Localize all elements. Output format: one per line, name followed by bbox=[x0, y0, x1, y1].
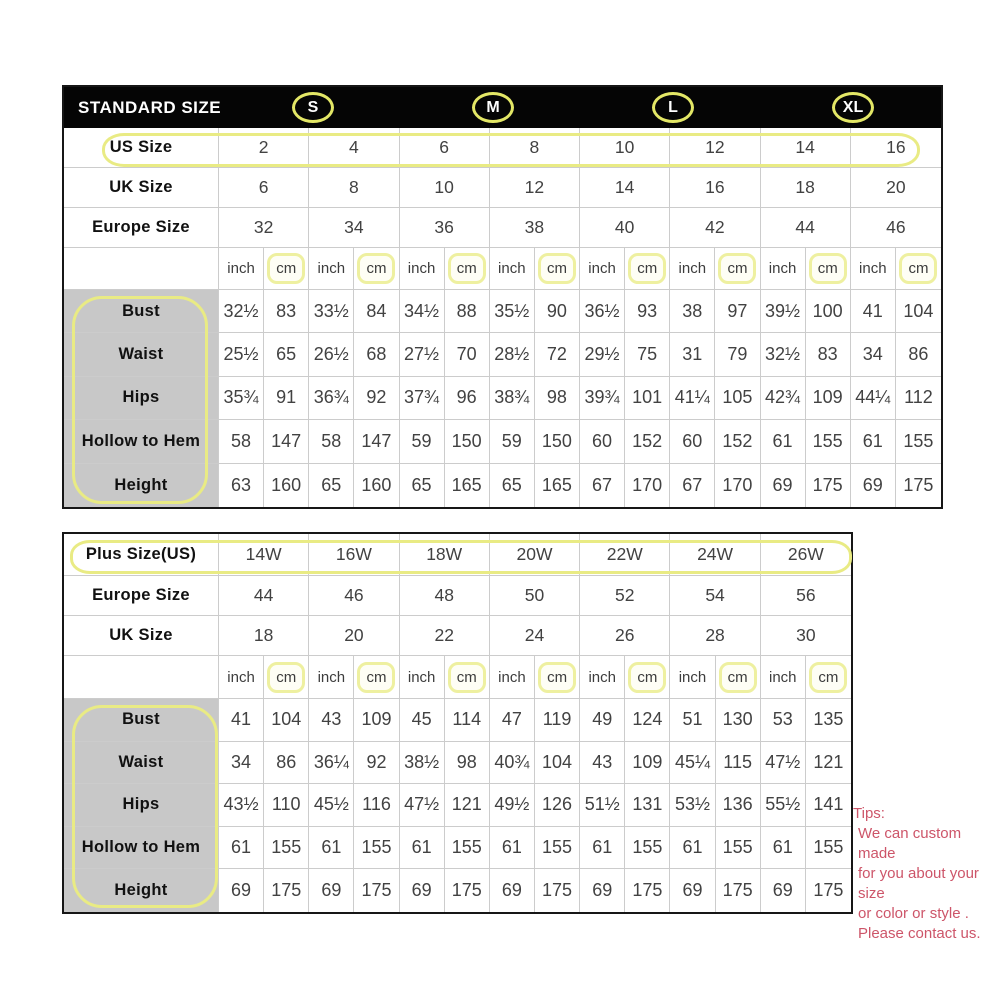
measure-inch-cell: 69 bbox=[309, 869, 354, 912]
measure-cm-cell: 155 bbox=[806, 420, 851, 462]
measure-cm-cell: 92 bbox=[354, 742, 399, 784]
measure-cm-cell: 175 bbox=[264, 869, 309, 912]
measure-inch-cell: 39¾ bbox=[580, 377, 625, 419]
tips-line: or color or style . bbox=[858, 905, 969, 922]
size-value-cell: 12 bbox=[490, 168, 580, 207]
cm-unit-cell bbox=[625, 656, 670, 698]
measure-inch-cell: 61 bbox=[400, 827, 445, 869]
measure-cm-cell: 155 bbox=[535, 827, 580, 869]
inch-unit-cell: inch bbox=[761, 248, 806, 289]
measure-inch-cell: 53½ bbox=[670, 784, 715, 826]
measure-inch-cell: 41 bbox=[219, 699, 264, 741]
size-value-cell: 26 bbox=[580, 616, 670, 655]
cm-highlight-badge: cm bbox=[628, 662, 666, 693]
measure-cm-cell: 109 bbox=[354, 699, 399, 741]
size-value-cell: 16 bbox=[886, 137, 906, 157]
empty-corner-cell bbox=[64, 656, 219, 698]
measure-cm-cell: 104 bbox=[903, 300, 934, 321]
measure-inch-cell: 27½ bbox=[400, 333, 445, 375]
measure-cm-cell: 175 bbox=[354, 869, 399, 912]
measure-cm-cell: 119 bbox=[535, 699, 580, 741]
size-value-cell: 14 bbox=[761, 128, 851, 167]
measure-inch-cell: 59 bbox=[490, 420, 535, 462]
measure-cm-cell: 93 bbox=[625, 290, 670, 332]
row-label-cell: US Size bbox=[64, 128, 219, 167]
cm-highlight-badge: cm bbox=[809, 662, 847, 693]
measure-cm-cell: 147 bbox=[354, 420, 399, 462]
table-row bbox=[64, 464, 941, 507]
table-row bbox=[64, 869, 851, 912]
table-row bbox=[64, 534, 851, 576]
cm-unit-cell bbox=[354, 656, 399, 698]
size-value-cell: 38 bbox=[490, 208, 580, 247]
measure-inch-cell: 26½ bbox=[309, 333, 354, 375]
measure-cm-cell: 150 bbox=[445, 420, 490, 462]
table-row bbox=[64, 377, 941, 420]
measure-cm-cell: 91 bbox=[264, 377, 309, 419]
table-row bbox=[64, 290, 941, 333]
size-group-badge-s: S bbox=[292, 92, 334, 123]
size-group-badge-xl: XL bbox=[832, 92, 874, 123]
size-value-cell: 46 bbox=[886, 217, 906, 237]
measure-cm-cell: 96 bbox=[445, 377, 490, 419]
size-value-cell: 4 bbox=[309, 128, 399, 167]
measure-inch-cell: 69 bbox=[400, 869, 445, 912]
size-value-cell: 36 bbox=[400, 208, 490, 247]
measure-cm-cell: 98 bbox=[535, 377, 580, 419]
row-label-cell: UK Size bbox=[64, 168, 219, 207]
measure-inch-cell: 32½ bbox=[761, 333, 806, 375]
measure-inch-cell: 36¾ bbox=[309, 377, 354, 419]
size-value-cell: 14 bbox=[580, 168, 670, 207]
size-group-badge-m: M bbox=[472, 92, 514, 123]
size-value-cell: 6 bbox=[400, 128, 490, 167]
measure-inch-cell: 45 bbox=[400, 699, 445, 741]
inch-unit-cell: inch bbox=[309, 656, 354, 698]
size-value-cell: 52 bbox=[580, 576, 670, 615]
inch-unit-cell: inch bbox=[400, 656, 445, 698]
measure-inch-cell: 61 bbox=[490, 827, 535, 869]
row-label-cell: Europe Size bbox=[64, 208, 219, 247]
cm-highlight-badge: cm bbox=[719, 662, 757, 693]
size-value-cell: 8 bbox=[309, 168, 399, 207]
measure-cm-cell: 147 bbox=[264, 420, 309, 462]
tips-note bbox=[853, 804, 998, 944]
cm-unit-cell bbox=[625, 248, 670, 289]
size-value-cell: 12 bbox=[670, 128, 760, 167]
size-value-cell: 44 bbox=[219, 576, 309, 615]
measure-cm-cell: 86 bbox=[908, 344, 929, 365]
measure-cm-cell: 121 bbox=[813, 751, 844, 772]
measure-cm-cell: 83 bbox=[264, 290, 309, 332]
measure-cm-cell: 104 bbox=[264, 699, 309, 741]
measure-inch-cell: 36½ bbox=[580, 290, 625, 332]
unit-row bbox=[64, 656, 851, 699]
measure-cm-cell: 175 bbox=[535, 869, 580, 912]
size-value-cell: 20 bbox=[886, 177, 906, 197]
measure-inch-cell: 61 bbox=[761, 420, 806, 462]
measure-cm-cell: 86 bbox=[264, 742, 309, 784]
measure-inch-cell: 51 bbox=[670, 699, 715, 741]
measure-cm-cell: 152 bbox=[625, 420, 670, 462]
measure-cm-cell: 130 bbox=[716, 699, 761, 741]
measure-inch-cell: 49 bbox=[580, 699, 625, 741]
measure-cm-cell: 98 bbox=[445, 742, 490, 784]
size-value-cell: 16W bbox=[309, 534, 399, 575]
measure-inch-cell: 41 bbox=[851, 290, 896, 332]
measure-inch-cell: 34 bbox=[219, 742, 264, 784]
size-value-cell: 20W bbox=[490, 534, 580, 575]
measure-cm-cell: 165 bbox=[445, 464, 490, 507]
measure-inch-cell: 35½ bbox=[490, 290, 535, 332]
cm-unit-cell bbox=[806, 656, 851, 698]
measure-cm-cell: 104 bbox=[535, 742, 580, 784]
inch-unit-cell: inch bbox=[761, 656, 806, 698]
measure-cm-cell: 155 bbox=[903, 430, 934, 451]
measure-cm-cell: 170 bbox=[715, 464, 760, 507]
measure-inch-cell: 65 bbox=[400, 464, 445, 507]
measure-inch-cell: 43½ bbox=[219, 784, 264, 826]
measure-cm-cell: 109 bbox=[806, 377, 851, 419]
inch-unit-cell: inch bbox=[580, 248, 625, 289]
inch-unit-cell: inch bbox=[219, 656, 264, 698]
table-row bbox=[64, 616, 851, 656]
measure-inch-cell: 31 bbox=[670, 333, 715, 375]
measure-inch-cell: 67 bbox=[670, 464, 715, 507]
measure-cm-cell: 70 bbox=[445, 333, 490, 375]
measure-inch-cell: 47½ bbox=[400, 784, 445, 826]
measure-inch-cell: 58 bbox=[309, 420, 354, 462]
measure-inch-cell: 63 bbox=[219, 464, 264, 507]
measure-inch-cell: 44¼ bbox=[851, 377, 896, 419]
size-value-cell: 30 bbox=[796, 625, 816, 645]
cm-highlight-badge: cm bbox=[538, 662, 576, 693]
measure-cm-cell: 160 bbox=[354, 464, 399, 507]
measure-cm-cell: 150 bbox=[535, 420, 580, 462]
cm-highlight-badge: cm bbox=[267, 253, 305, 284]
measure-inch-cell: 43 bbox=[309, 699, 354, 741]
measure-cm-cell: 155 bbox=[813, 837, 844, 858]
measure-cm-cell: 79 bbox=[715, 333, 760, 375]
measure-inch-cell: 35¾ bbox=[219, 377, 264, 419]
measure-cm-cell: 121 bbox=[445, 784, 490, 826]
size-value-cell: 44 bbox=[761, 208, 851, 247]
row-label-cell: Hips bbox=[64, 377, 219, 419]
cm-unit-cell bbox=[715, 248, 760, 289]
measure-inch-cell: 39½ bbox=[761, 290, 806, 332]
measure-cm-cell: 75 bbox=[625, 333, 670, 375]
size-value-cell: 24 bbox=[490, 616, 580, 655]
table-row bbox=[64, 208, 941, 248]
row-label-cell: Hips bbox=[64, 784, 219, 826]
measure-cm-cell: 65 bbox=[264, 333, 309, 375]
measure-cm-cell: 170 bbox=[625, 464, 670, 507]
row-label-cell: Waist bbox=[64, 742, 219, 784]
cm-highlight-badge: cm bbox=[809, 253, 847, 284]
measure-cm-cell: 92 bbox=[354, 377, 399, 419]
plus-table-rows bbox=[64, 534, 851, 912]
measure-inch-cell: 69 bbox=[490, 869, 535, 912]
measure-cm-cell: 116 bbox=[354, 784, 399, 826]
cm-unit-cell bbox=[354, 248, 399, 289]
measure-cm-cell: 155 bbox=[716, 827, 761, 869]
size-value-cell: 18 bbox=[219, 616, 309, 655]
cm-unit-cell bbox=[716, 656, 761, 698]
cm-unit-cell bbox=[535, 656, 580, 698]
cm-unit-cell bbox=[445, 248, 490, 289]
standard-size-title: STANDARD SIZE bbox=[78, 97, 222, 117]
cm-highlight-badge: cm bbox=[448, 253, 486, 284]
table-row bbox=[64, 333, 941, 376]
measure-cm-cell: 124 bbox=[625, 699, 670, 741]
cm-unit-cell bbox=[896, 248, 941, 289]
measure-cm-cell: 115 bbox=[716, 742, 761, 784]
measure-cm-cell: 110 bbox=[264, 784, 309, 826]
measure-cm-cell: 160 bbox=[264, 464, 309, 507]
size-value-cell: 8 bbox=[490, 128, 580, 167]
measure-cm-cell: 126 bbox=[535, 784, 580, 826]
measure-inch-cell: 47½ bbox=[761, 742, 806, 784]
row-label-cell: Height bbox=[64, 869, 219, 912]
measure-inch-cell: 65 bbox=[490, 464, 535, 507]
measure-inch-cell: 69 bbox=[219, 869, 264, 912]
inch-unit-cell: inch bbox=[580, 656, 625, 698]
measure-inch-cell: 60 bbox=[670, 420, 715, 462]
cm-highlight-badge: cm bbox=[899, 253, 937, 284]
inch-unit-cell: inch bbox=[309, 248, 354, 289]
measure-inch-cell: 37¾ bbox=[400, 377, 445, 419]
cm-unit-cell bbox=[535, 248, 580, 289]
size-value-cell: 22 bbox=[400, 616, 490, 655]
measure-inch-cell: 43 bbox=[580, 742, 625, 784]
measure-cm-cell: 109 bbox=[625, 742, 670, 784]
measure-inch-cell: 69 bbox=[761, 464, 806, 507]
measure-inch-cell: 49½ bbox=[490, 784, 535, 826]
cm-highlight-badge: cm bbox=[357, 253, 395, 284]
table-row bbox=[64, 827, 851, 870]
unit-row bbox=[64, 248, 941, 290]
size-value-cell: 28 bbox=[670, 616, 760, 655]
measure-inch-cell: 29½ bbox=[580, 333, 625, 375]
measure-cm-cell: 175 bbox=[625, 869, 670, 912]
tips-line: for you about your size bbox=[858, 865, 979, 902]
size-value-cell: 2 bbox=[219, 128, 309, 167]
measure-inch-cell: 51½ bbox=[580, 784, 625, 826]
row-label-cell: Height bbox=[64, 464, 219, 507]
row-label-cell: Hollow to Hem bbox=[64, 420, 219, 462]
inch-unit-cell: inch bbox=[670, 656, 715, 698]
measure-inch-cell: 32½ bbox=[219, 290, 264, 332]
standard-size-table bbox=[62, 85, 943, 509]
measure-inch-cell: 41¼ bbox=[670, 377, 715, 419]
measure-cm-cell: 84 bbox=[354, 290, 399, 332]
measure-inch-cell: 38 bbox=[670, 290, 715, 332]
measure-cm-cell: 175 bbox=[716, 869, 761, 912]
table-row bbox=[64, 784, 851, 827]
measure-inch-cell: 33½ bbox=[309, 290, 354, 332]
measure-inch-cell: 42¾ bbox=[761, 377, 806, 419]
cm-highlight-badge: cm bbox=[357, 662, 395, 693]
size-value-cell: 50 bbox=[490, 576, 580, 615]
measure-inch-cell: 34½ bbox=[400, 290, 445, 332]
measure-inch-cell: 58 bbox=[219, 420, 264, 462]
measure-inch-cell: 67 bbox=[580, 464, 625, 507]
size-group-badge-l: L bbox=[652, 92, 694, 123]
cm-unit-cell bbox=[445, 656, 490, 698]
table-row bbox=[64, 699, 851, 742]
measure-inch-cell: 53 bbox=[761, 699, 806, 741]
size-value-cell: 54 bbox=[670, 576, 760, 615]
table-row bbox=[64, 168, 941, 208]
measure-cm-cell: 97 bbox=[715, 290, 760, 332]
size-value-cell: 56 bbox=[796, 585, 816, 605]
row-label-cell: Plus Size(US) bbox=[64, 534, 219, 575]
measure-inch-cell: 69 bbox=[761, 869, 806, 912]
measure-cm-cell: 152 bbox=[715, 420, 760, 462]
measure-cm-cell: 141 bbox=[813, 794, 844, 815]
cm-unit-cell bbox=[264, 656, 309, 698]
size-value-cell: 14W bbox=[219, 534, 309, 575]
cm-highlight-badge: cm bbox=[448, 662, 486, 693]
measure-inch-cell: 28½ bbox=[490, 333, 535, 375]
size-value-cell: 24W bbox=[670, 534, 760, 575]
inch-unit-cell: inch bbox=[851, 248, 896, 289]
measure-inch-cell: 61 bbox=[309, 827, 354, 869]
row-label-cell: Hollow to Hem bbox=[64, 827, 219, 869]
size-value-cell: 18 bbox=[761, 168, 851, 207]
table-row bbox=[64, 128, 941, 168]
measure-inch-cell: 38½ bbox=[400, 742, 445, 784]
size-value-cell: 20 bbox=[309, 616, 399, 655]
measure-cm-cell: 131 bbox=[625, 784, 670, 826]
measure-cm-cell: 175 bbox=[806, 464, 851, 507]
size-value-cell: 10 bbox=[400, 168, 490, 207]
size-value-cell: 32 bbox=[219, 208, 309, 247]
cm-unit-cell bbox=[264, 248, 309, 289]
cm-highlight-badge: cm bbox=[538, 253, 576, 284]
inch-unit-cell: inch bbox=[400, 248, 445, 289]
table-row bbox=[64, 742, 851, 785]
cm-unit-cell bbox=[806, 248, 851, 289]
row-label-cell: Bust bbox=[64, 290, 219, 332]
measure-inch-cell: 61 bbox=[219, 827, 264, 869]
measure-cm-cell: 112 bbox=[904, 387, 933, 408]
size-value-cell: 42 bbox=[670, 208, 760, 247]
measure-cm-cell: 101 bbox=[625, 377, 670, 419]
table-row bbox=[64, 576, 851, 616]
measure-inch-cell: 61 bbox=[761, 827, 806, 869]
inch-unit-cell: inch bbox=[490, 248, 535, 289]
measure-cm-cell: 175 bbox=[445, 869, 490, 912]
measure-cm-cell: 90 bbox=[535, 290, 580, 332]
measure-cm-cell: 165 bbox=[535, 464, 580, 507]
measure-cm-cell: 155 bbox=[354, 827, 399, 869]
measure-cm-cell: 175 bbox=[903, 474, 934, 495]
measure-cm-cell: 155 bbox=[445, 827, 490, 869]
measure-cm-cell: 88 bbox=[445, 290, 490, 332]
tips-line: We can custom made bbox=[858, 825, 962, 862]
measure-inch-cell: 38¾ bbox=[490, 377, 535, 419]
measure-cm-cell: 155 bbox=[264, 827, 309, 869]
cm-highlight-badge: cm bbox=[628, 253, 666, 284]
measure-inch-cell: 69 bbox=[851, 464, 896, 507]
inch-unit-cell: inch bbox=[670, 248, 715, 289]
measure-inch-cell: 69 bbox=[670, 869, 715, 912]
inch-unit-cell: inch bbox=[490, 656, 535, 698]
empty-corner-cell bbox=[64, 248, 219, 289]
measure-inch-cell: 65 bbox=[309, 464, 354, 507]
measure-inch-cell: 36¼ bbox=[309, 742, 354, 784]
measure-cm-cell: 175 bbox=[813, 880, 844, 901]
tips-title: Tips: bbox=[853, 805, 885, 822]
size-value-cell: 34 bbox=[309, 208, 399, 247]
measure-inch-cell: 60 bbox=[580, 420, 625, 462]
measure-cm-cell: 105 bbox=[715, 377, 760, 419]
measure-inch-cell: 25½ bbox=[219, 333, 264, 375]
table-row bbox=[64, 420, 941, 463]
size-value-cell: 46 bbox=[309, 576, 399, 615]
size-value-cell: 18W bbox=[400, 534, 490, 575]
measure-inch-cell: 40¾ bbox=[490, 742, 535, 784]
row-label-cell: UK Size bbox=[64, 616, 219, 655]
inch-unit-cell: inch bbox=[219, 248, 264, 289]
plus-size-table bbox=[62, 532, 853, 914]
row-label-cell: Bust bbox=[64, 699, 219, 741]
measure-cm-cell: 155 bbox=[625, 827, 670, 869]
measure-cm-cell: 135 bbox=[813, 709, 844, 730]
size-value-cell: 48 bbox=[400, 576, 490, 615]
measure-cm-cell: 114 bbox=[445, 699, 490, 741]
measure-inch-cell: 59 bbox=[400, 420, 445, 462]
size-value-cell: 22W bbox=[580, 534, 670, 575]
size-value-cell: 10 bbox=[580, 128, 670, 167]
row-label-cell: Waist bbox=[64, 333, 219, 375]
measure-cm-cell: 136 bbox=[716, 784, 761, 826]
measure-cm-cell: 100 bbox=[806, 290, 851, 332]
size-value-cell: 26W bbox=[787, 544, 824, 564]
standard-size-header-bar bbox=[64, 87, 941, 128]
measure-inch-cell: 55½ bbox=[761, 784, 806, 826]
measure-inch-cell: 34 bbox=[851, 333, 896, 375]
measure-cm-cell: 83 bbox=[806, 333, 851, 375]
cm-highlight-badge: cm bbox=[718, 253, 756, 284]
size-value-cell: 16 bbox=[670, 168, 760, 207]
measure-inch-cell: 69 bbox=[580, 869, 625, 912]
measure-inch-cell: 45½ bbox=[309, 784, 354, 826]
row-label-cell: Europe Size bbox=[64, 576, 219, 615]
size-value-cell: 40 bbox=[580, 208, 670, 247]
size-value-cell: 6 bbox=[219, 168, 309, 207]
measure-cm-cell: 72 bbox=[535, 333, 580, 375]
standard-table-rows bbox=[64, 128, 941, 507]
measure-inch-cell: 61 bbox=[670, 827, 715, 869]
tips-line: Please contact us. bbox=[858, 925, 981, 942]
measure-inch-cell: 61 bbox=[580, 827, 625, 869]
measure-inch-cell: 45¼ bbox=[670, 742, 715, 784]
cm-highlight-badge: cm bbox=[267, 662, 305, 693]
measure-inch-cell: 47 bbox=[490, 699, 535, 741]
measure-inch-cell: 61 bbox=[851, 420, 896, 462]
measure-cm-cell: 68 bbox=[354, 333, 399, 375]
